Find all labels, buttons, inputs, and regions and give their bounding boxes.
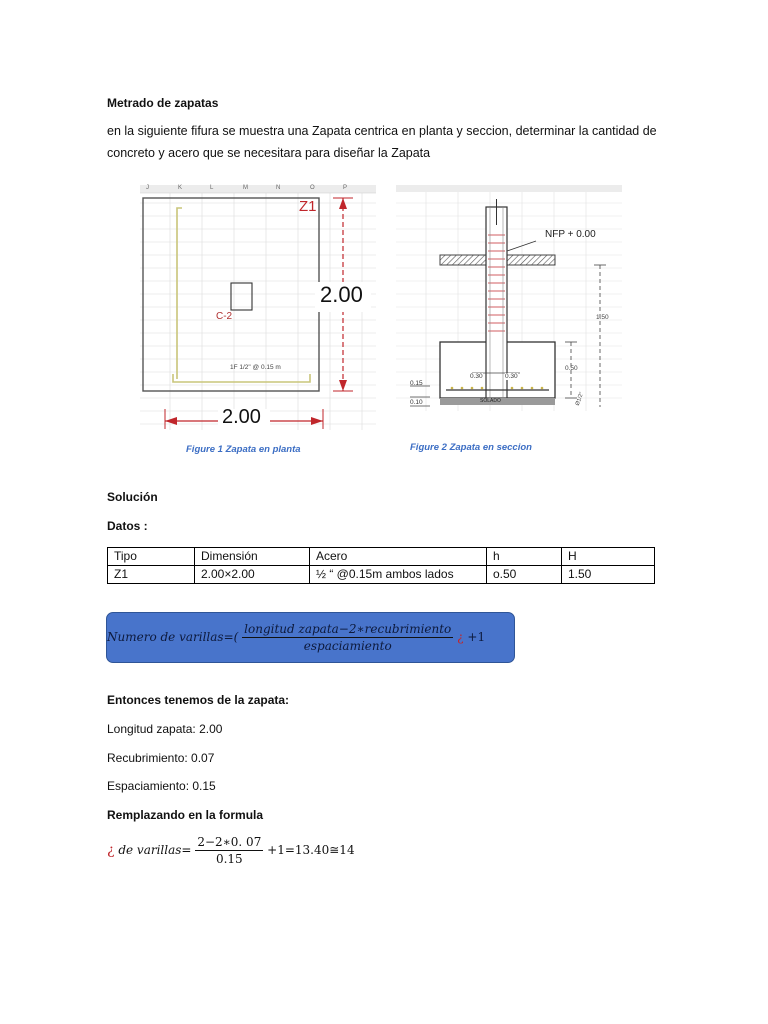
formula-denominator: espaciamiento — [303, 639, 392, 653]
table-header-cell: h — [487, 548, 562, 566]
formula-fraction — [242, 621, 453, 654]
table-cell: 1.50 — [562, 566, 655, 584]
formula-result — [107, 834, 355, 867]
table-row — [108, 566, 655, 584]
table-header-cell: Tipo — [108, 548, 195, 566]
dim-vertical: 2.00 — [320, 282, 363, 307]
table-header-cell: Acero — [310, 548, 487, 566]
result-tail: +1=13.40≅14 — [267, 843, 355, 857]
dim-right: 0.30 — [505, 373, 518, 380]
table-header-cell: Dimensión — [195, 548, 310, 566]
nfp-label: NFP + 0.00 — [545, 229, 596, 240]
calc-recubrimiento: Recubrimiento: 0.07 — [107, 751, 215, 765]
table-cell: Z1 — [108, 566, 195, 584]
table-header-row — [108, 548, 655, 566]
formula-lhs: Numero de varillas=( — [107, 630, 239, 644]
calc-espaciamiento: Espaciamiento: 0.15 — [107, 779, 216, 793]
result-denominator: 0.15 — [215, 852, 243, 866]
solado-label: SOLADO — [480, 398, 501, 404]
column-headers: J K L M N O P — [146, 185, 348, 191]
formula-tail: +1 — [467, 630, 486, 644]
figure2-caption: Figure 2 Zapata en seccion — [410, 442, 532, 453]
result-fraction — [195, 834, 263, 867]
rebar-mark: Ø1/2" — [574, 391, 586, 407]
table-cell: ½ “ @0.15m ambos lados — [310, 566, 487, 584]
result-mark: ¿ — [107, 842, 115, 858]
dim-015: 0.15 — [410, 380, 423, 387]
dim-h-total: 1.50 — [596, 314, 609, 321]
formula-mark: ¿ — [457, 630, 464, 644]
figure1-caption: Figure 1 Zapata en planta — [186, 444, 301, 455]
doc-title: Metrado de zapatas — [107, 96, 219, 110]
table-header-cell: H — [562, 548, 655, 566]
formula-box — [106, 612, 515, 663]
dim-left: 0.30 — [470, 373, 483, 380]
table-cell: o.50 — [487, 566, 562, 584]
calc-remplazando: Remplazando en la formula — [107, 808, 264, 822]
formula-numerator: longitud zapata−2∗recubrimiento — [244, 622, 452, 636]
formula-varillas — [107, 621, 485, 654]
datos-table — [107, 547, 655, 584]
solution-heading: Solución — [107, 490, 158, 504]
datos-label: Datos : — [107, 519, 148, 533]
dim-horizontal: 2.00 — [222, 406, 261, 428]
result-numerator: 2−2∗0. 07 — [197, 835, 262, 849]
result-lhs: de varillas= — [114, 843, 192, 857]
table-cell: 2.00×2.00 — [195, 566, 310, 584]
calc-heading: Entonces tenemos de la zapata: — [107, 693, 290, 707]
label-column: C-2 — [216, 311, 233, 322]
rebar-note: 1F 1/2" @ 0.15 m — [230, 364, 281, 371]
dim-h-footing: 0.50 — [565, 365, 578, 372]
label-z1: Z1 — [299, 198, 317, 215]
calc-longitud: Longitud zapata: 2.00 — [107, 722, 223, 736]
dim-010: 0.10 — [410, 399, 423, 406]
intro-paragraph: en la siguiente fifura se muestra una Zapata centrica en planta y seccion, determinar la cantidad de concreto y acero que se necesitara para diseñar la Zapata — [107, 124, 657, 160]
